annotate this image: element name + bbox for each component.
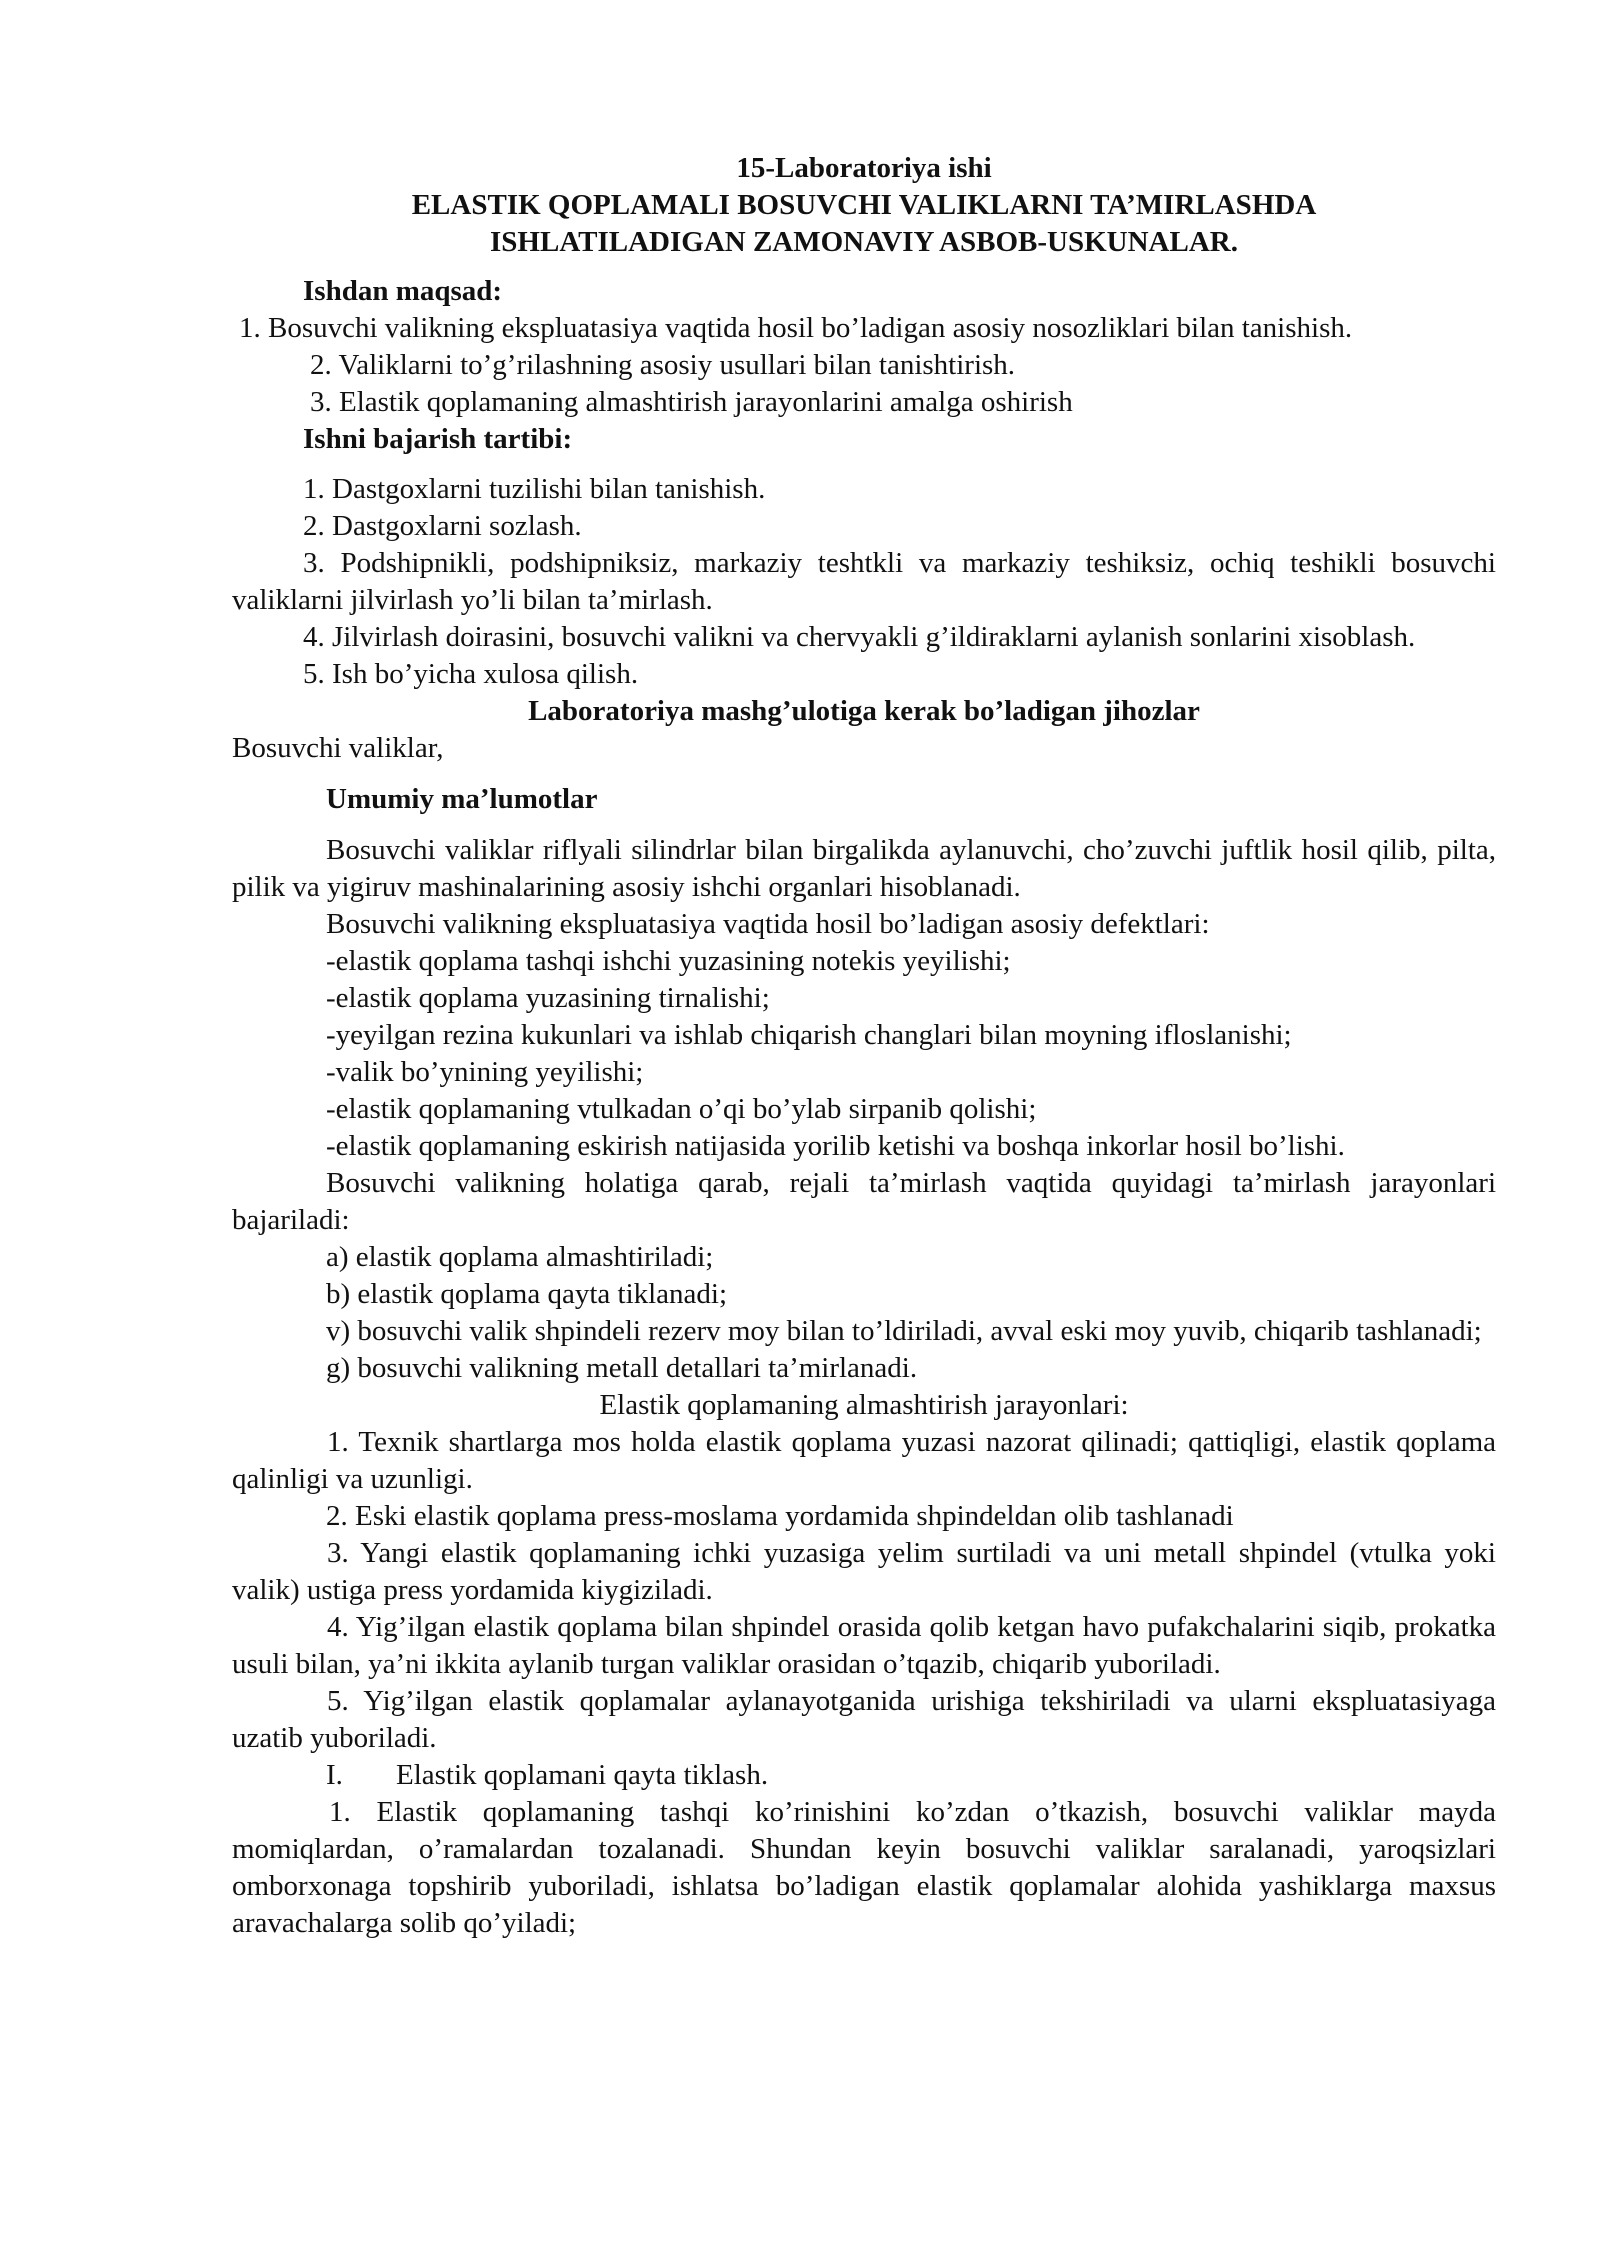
general-section: [232, 781, 1496, 1387]
equipment-section: [232, 693, 1496, 767]
purpose-section: [232, 273, 1496, 421]
restoration-section: [232, 1757, 1496, 1942]
defects-intro: Bosuvchi valikning ekspluatasiya vaqtida hosil bo’ladigan asosiy defektlari:: [326, 908, 1210, 940]
equipment-text: Bosuvchi valiklar,: [232, 732, 444, 764]
general-intro: Bosuvchi valiklar riflyali silindrlar bilan birgalikda aylanuvchi, cho’zuvchi juftlik hosil qilib, pilta, pilik va yigiruv mashinalarining asosiy ishchi organlari hisoblanadi.: [232, 834, 1496, 903]
restoration-numeral: I.: [326, 1759, 343, 1791]
replacement-heading: Elastik qoplamaning almashtirish jarayonlari:: [599, 1389, 1129, 1421]
repair-item: g) bosuvchi valikning metall detallari ta’mirlanadi.: [326, 1352, 918, 1384]
lab-number: 15-Laboratoriya ishi: [736, 152, 992, 184]
replacement-item: 3. Yangi elastik qoplamaning ichki yuzasiga yelim surtiladi va uni metall shpindel (vtulka yoki valik) ustiga press yordamida kiygiziladi.: [232, 1537, 1496, 1606]
procedure-item: 3. Podshipnikli, podshipniksiz, markaziy teshtkli va markaziy teshiksiz, ochiq teshikli bosuvchi valiklarni jilvirlash yo’li bilan ta’mirlash.: [232, 547, 1496, 616]
defect-item: -elastik qoplamaning vtulkadan o’qi bo’ylab sirpanib qolishi;: [326, 1093, 1037, 1125]
defect-item: -elastik qoplamaning eskirish natijasida yorilib ketishi va boshqa inkorlar hosil bo’lishi.: [326, 1130, 1345, 1162]
replacement-item: 2. Eski elastik qoplama press-moslama yordamida shpindeldan olib tashlanadi: [326, 1500, 1234, 1532]
repair-item: b) elastik qoplama qayta tiklanadi;: [326, 1278, 728, 1310]
restoration-heading-row: [232, 1757, 1496, 1794]
purpose-heading: Ishdan maqsad:: [303, 275, 503, 307]
purpose-item: 1. Bosuvchi valikning ekspluatasiya vaqtida hosil bo’ladigan asosiy nosozliklari bilan tanishish.: [239, 312, 1353, 344]
defect-item: -elastik qoplama tashqi ishchi yuzasining notekis yeyilishi;: [326, 945, 1011, 977]
purpose-item: 3. Elastik qoplamaning almashtirish jarayonlarini amalga oshirish: [310, 386, 1073, 418]
replacement-item: 5. Yig’ilgan elastik qoplamalar aylanayotganida urishiga tekshiriladi va ularni ekspluatasiyaga uzatib yuboriladi.: [232, 1685, 1496, 1754]
procedure-item: 1. Dastgoxlarni tuzilishi bilan tanishish.: [303, 473, 766, 505]
title-line-2: ISHLATILADIGAN ZAMONAVIY ASBOB-USKUNALAR.: [490, 226, 1238, 258]
equipment-heading: Laboratoriya mashg’ulotiga kerak bo’ladigan jihozlar: [528, 695, 1200, 727]
replacement-item: 1. Texnik shartlarga mos holda elastik qoplama yuzasi nazorat qilinadi; qattiqligi, elastik qoplama qalinligi va uzunligi.: [232, 1426, 1496, 1495]
document-header: [232, 150, 1496, 261]
restoration-item: 1. Elastik qoplamaning tashqi ko’rinishini ko’zdan o’tkazish, bosuvchi valiklar mayda momiqlardan, o’ramalardan tozalanadi. Shundan keyin bosuvchi valiklar saralanadi, yaroqsizlari omborxonaga topshirib yuboriladi, ishlatsa bo’ladigan elastik qoplamalar alohida yashiklarga maxsus aravachalarga solib qo’yiladi;: [232, 1796, 1496, 1939]
purpose-item: 2. Valiklarni to’g’rilashning asosiy usullari bilan tanishtirish.: [310, 349, 1016, 381]
repair-item: a) elastik qoplama almashtiriladi;: [326, 1241, 714, 1273]
procedure-heading: Ishni bajarish tartibi:: [303, 423, 573, 455]
procedure-item: 2. Dastgoxlarni sozlash.: [303, 510, 582, 542]
document-page: [232, 150, 1496, 1942]
procedure-section: [232, 421, 1496, 693]
repair-item: v) bosuvchi valik shpindeli rezerv moy bilan to’ldiriladi, avval eski moy yuvib, chiqarib tashlanadi;: [326, 1315, 1482, 1347]
title-line-1: ELASTIK QOPLAMALI BOSUVCHI VALIKLARNI TA’MIRLASHDA: [411, 189, 1317, 221]
procedure-item: 5. Ish bo’yicha xulosa qilish.: [303, 658, 639, 690]
restoration-heading: Elastik qoplamani qayta tiklash.: [396, 1759, 769, 1791]
defect-item: -elastik qoplama yuzasining tirnalishi;: [326, 982, 770, 1014]
defect-item: -yeyilgan rezina kukunlari va ishlab chiqarish changlari bilan moyning ifloslanishi;: [326, 1019, 1292, 1051]
general-heading: Umumiy ma’lumotlar: [326, 783, 598, 815]
replacement-item: 4. Yig’ilgan elastik qoplama bilan shpindel orasida qolib ketgan havo pufakchalarini siqib, prokatka usuli bilan, ya’ni ikkita aylanib turgan valiklar orasidan o’tqazib, chiqarib yuboriladi.: [232, 1611, 1496, 1680]
defect-item: -valik bo’ynining yeyilishi;: [326, 1056, 644, 1088]
repair-intro: Bosuvchi valikning holatiga qarab, rejali ta’mirlash vaqtida quyidagi ta’mirlash jarayonlari bajariladi:: [232, 1167, 1496, 1236]
procedure-item: 4. Jilvirlash doirasini, bosuvchi valikni va chervyakli g’ildiraklarni aylanish sonlarini xisoblash.: [303, 621, 1416, 653]
replacement-section: [232, 1387, 1496, 1757]
